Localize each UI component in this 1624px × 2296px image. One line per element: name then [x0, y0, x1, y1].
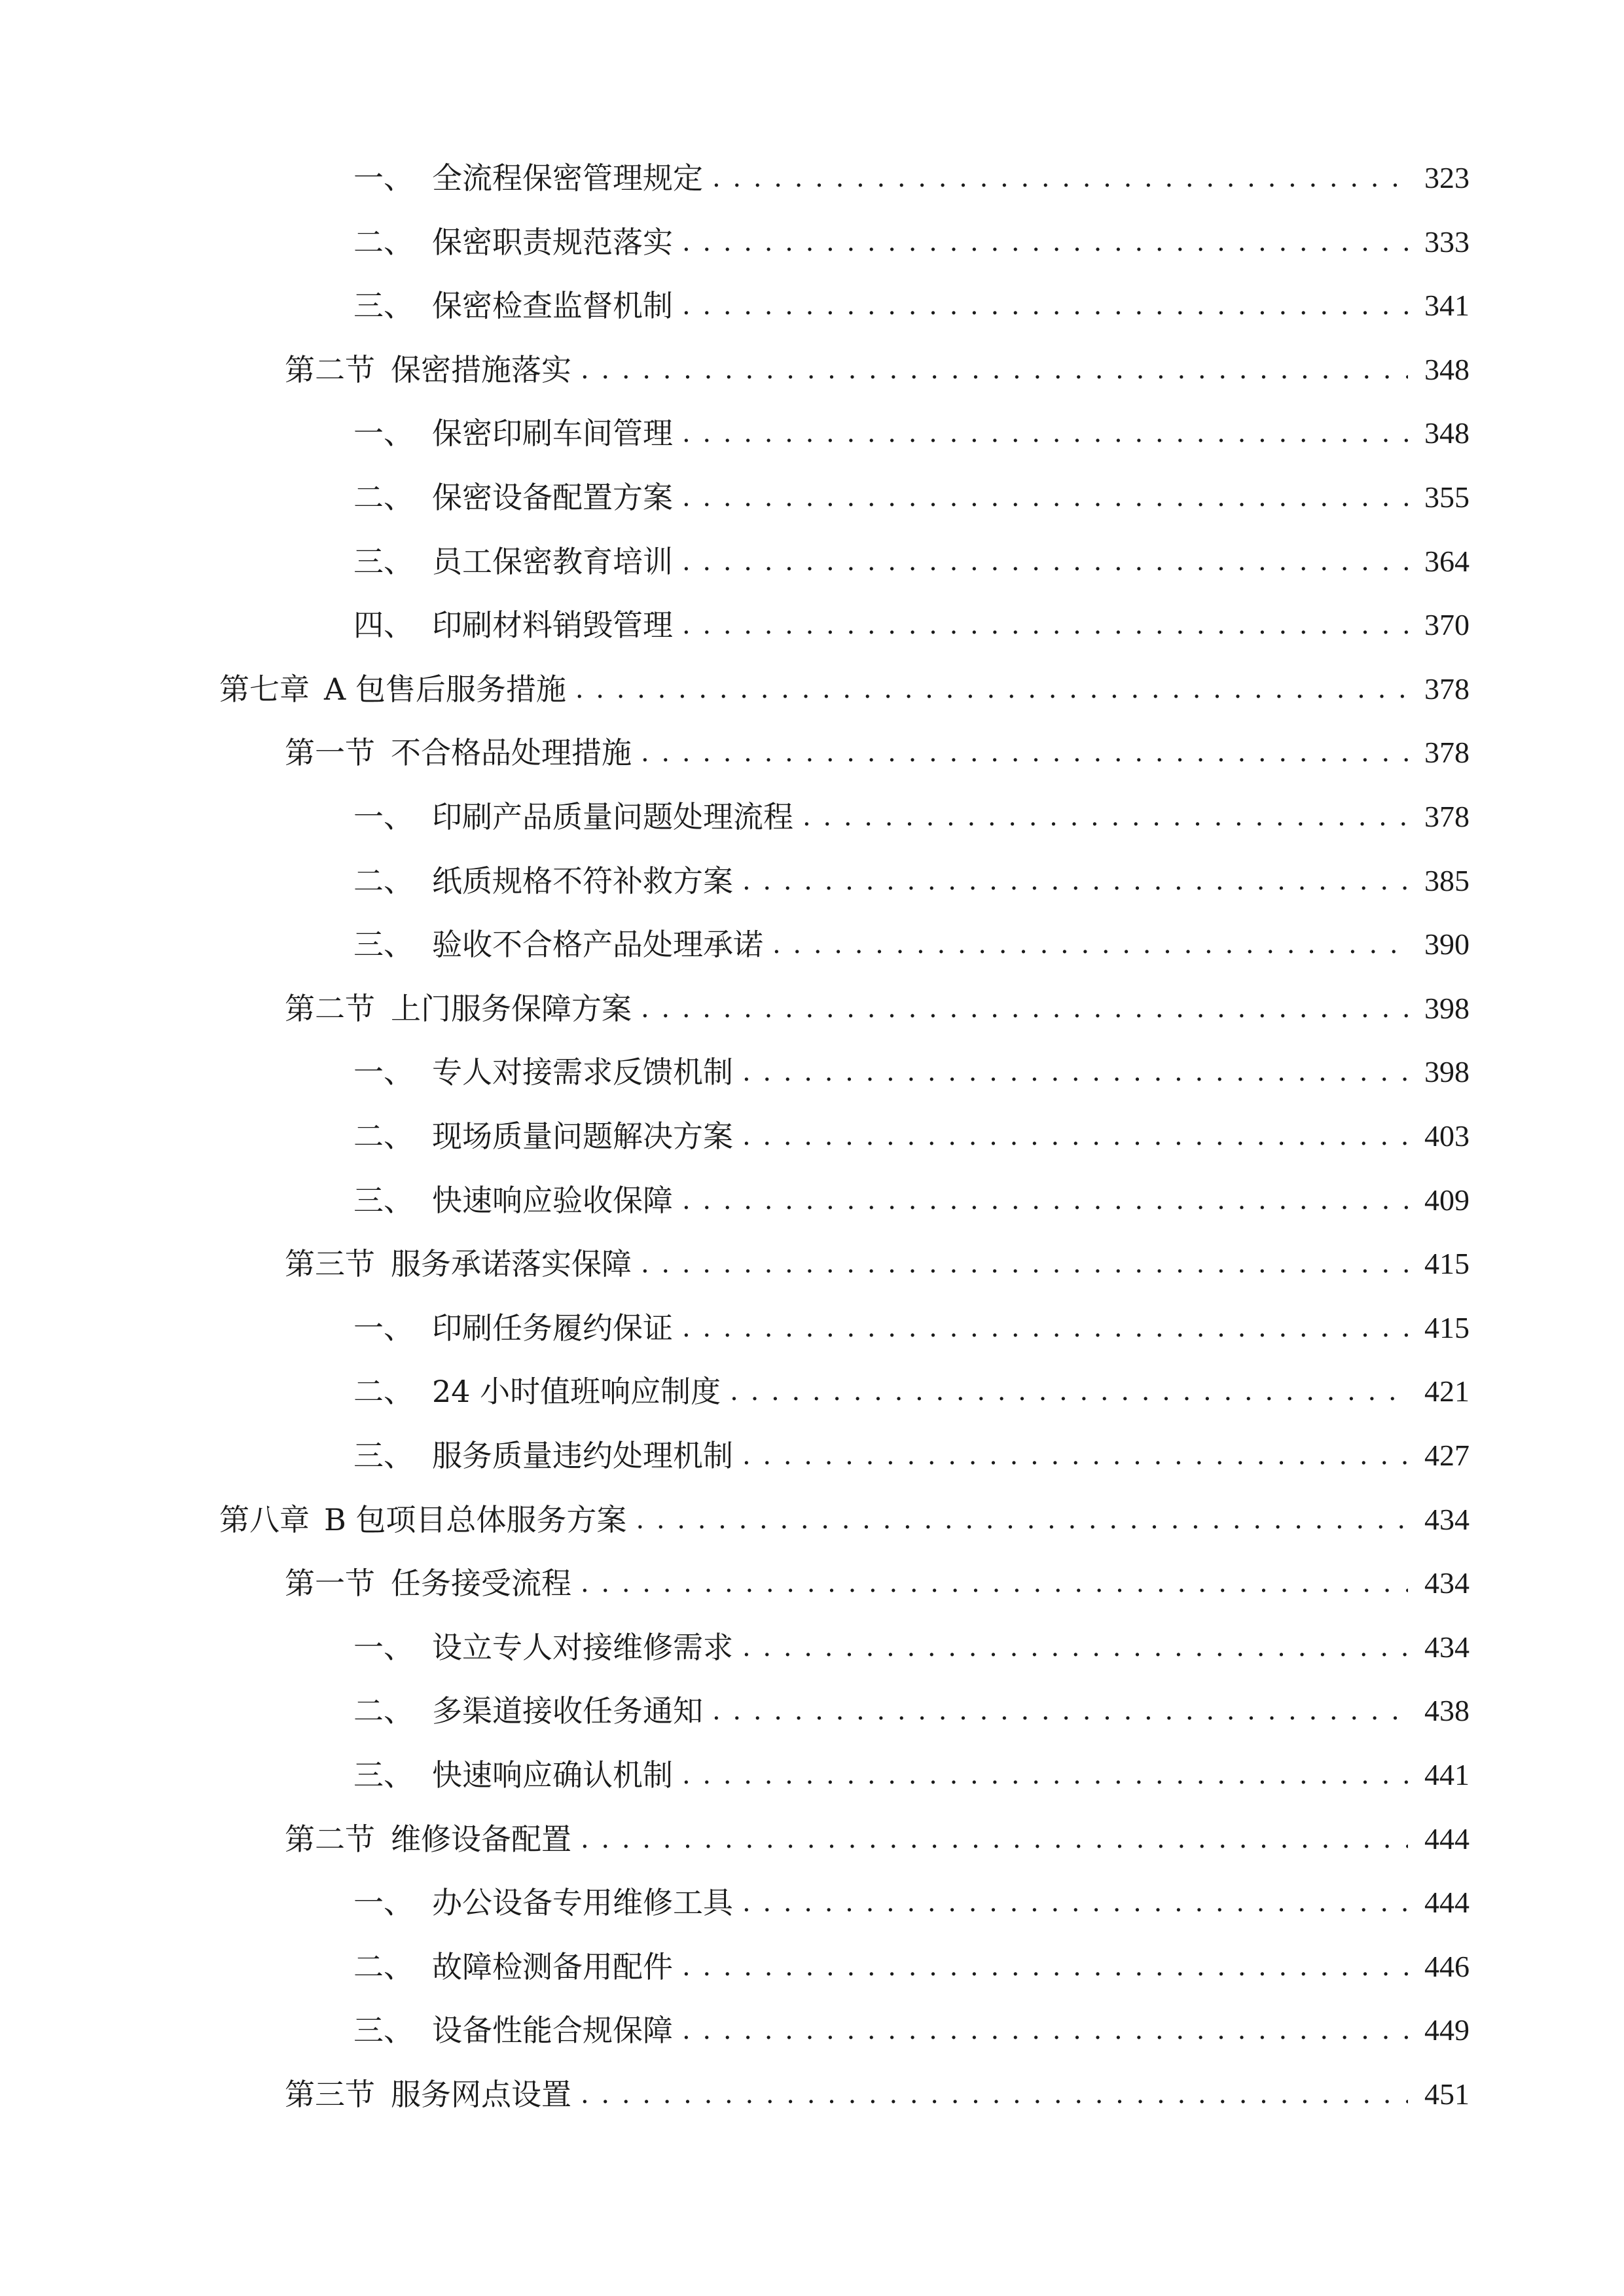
toc-entry-title: 任务接受流程 — [391, 1566, 571, 1601]
toc-entry-title: 纸质规格不符补救方案 — [432, 863, 733, 899]
toc-dot-leader — [803, 791, 1408, 843]
toc-entry-item[interactable] — [353, 1621, 1470, 1674]
toc-dot-leader — [581, 2068, 1408, 2121]
toc-entry-item[interactable] — [353, 1941, 1470, 1993]
toc-dot-leader — [581, 344, 1408, 396]
toc-entry-item[interactable] — [353, 1110, 1470, 1162]
toc-entry-title: 服务承诺落实保障 — [391, 1246, 632, 1282]
toc-dot-leader — [742, 1429, 1408, 1482]
toc-page-number: 449 — [1424, 2013, 1470, 2047]
toc-entry-number: 二、 — [353, 1374, 414, 1409]
toc-entry-number: 第二节 — [285, 991, 375, 1026]
toc-entry-number: 一、 — [353, 1310, 414, 1346]
toc-entry-title: 服务质量违约处理机制 — [432, 1438, 733, 1473]
toc-entry-number: 一、 — [353, 1885, 414, 1920]
toc-entry-title: 多渠道接收任务通知 — [432, 1693, 703, 1729]
toc-entry-item[interactable] — [353, 216, 1470, 268]
toc-entry-item[interactable] — [353, 471, 1470, 524]
toc-entry-number: 第二节 — [285, 1821, 375, 1857]
toc-entry-number: 第八章 — [219, 1502, 310, 1537]
toc-entry-number: 二、 — [353, 224, 414, 260]
toc-entry-number: 一、 — [353, 416, 414, 451]
toc-entry-title: 快速响应确认机制 — [432, 1757, 673, 1793]
toc-entry-item[interactable] — [353, 918, 1470, 971]
toc-entry-section[interactable] — [285, 344, 1470, 396]
toc-dot-leader — [682, 535, 1408, 588]
toc-page-number: 370 — [1424, 608, 1470, 641]
toc-dot-leader — [742, 1876, 1408, 1929]
toc-entry-title: 印刷产品质量问题处理流程 — [432, 799, 793, 834]
toc-entry-number: 三、 — [353, 1757, 414, 1793]
toc-entry-item[interactable] — [353, 1174, 1470, 1227]
toc-entry-number: 一、 — [353, 1630, 414, 1665]
toc-dot-leader — [712, 1685, 1408, 1737]
toc-dot-leader — [682, 2004, 1408, 2056]
toc-dot-leader — [742, 1110, 1408, 1162]
toc-dot-leader — [742, 855, 1408, 907]
toc-entry-number: 二、 — [353, 863, 414, 899]
toc-dot-leader — [682, 407, 1408, 459]
toc-entry-title: 维修设备配置 — [391, 1821, 571, 1857]
toc-dot-leader — [641, 1238, 1408, 1290]
toc-entry-section[interactable] — [285, 982, 1470, 1035]
toc-entry-title: 上门服务保障方案 — [391, 991, 632, 1026]
toc-entry-title: 验收不合格产品处理承诺 — [432, 927, 763, 962]
toc-page-number: 421 — [1424, 1374, 1470, 1408]
toc-entry-number: 三、 — [353, 1183, 414, 1218]
toc-dot-leader — [682, 1174, 1408, 1227]
toc-dot-leader — [636, 1494, 1408, 1546]
toc-entry-number: 第二节 — [285, 352, 375, 387]
toc-entry-title: 印刷材料销毁管理 — [432, 607, 673, 643]
toc-entry-title: 保密印刷车间管理 — [432, 416, 673, 451]
toc-entry-title: 全流程保密管理规定 — [432, 160, 703, 196]
toc-entry-number: 第一节 — [285, 735, 375, 770]
toc-entry-item[interactable] — [353, 1046, 1470, 1098]
toc-entry-item[interactable] — [353, 279, 1470, 332]
toc-page-number: 409 — [1424, 1183, 1470, 1217]
toc-entry-number: 二、 — [353, 1949, 414, 1984]
toc-entry-title: 不合格品处理措施 — [391, 735, 632, 770]
toc-dot-leader — [682, 1749, 1408, 1801]
toc-dot-leader — [742, 1046, 1408, 1098]
toc-dot-leader — [682, 1302, 1408, 1354]
toc-page-number: 385 — [1424, 864, 1470, 897]
toc-page-number: 441 — [1424, 1758, 1470, 1791]
toc-dot-leader — [682, 599, 1408, 651]
toc-page-number: 434 — [1424, 1630, 1470, 1664]
toc-page-number: 415 — [1424, 1311, 1470, 1344]
toc-page-number: 403 — [1424, 1119, 1470, 1153]
toc-entry-title: 印刷任务履约保证 — [432, 1310, 673, 1346]
toc-entry-number: 三、 — [353, 2013, 414, 2048]
toc-page-number: 348 — [1424, 416, 1470, 450]
toc-entry-number: 第七章 — [219, 672, 310, 707]
toc-entry-number: 三、 — [353, 288, 414, 323]
toc-dot-leader — [772, 918, 1408, 971]
toc-entry-section[interactable] — [285, 1557, 1470, 1609]
toc-page-number: 341 — [1424, 289, 1470, 322]
toc-dot-leader — [682, 471, 1408, 524]
toc-entry-number: 第三节 — [285, 2077, 375, 2112]
toc-entry-item[interactable] — [353, 1302, 1470, 1354]
toc-dot-leader — [575, 663, 1408, 715]
toc-entry-item[interactable] — [353, 791, 1470, 843]
toc-entry-section[interactable] — [285, 2068, 1470, 2121]
toc-dot-leader — [742, 1621, 1408, 1674]
toc-entry-item[interactable] — [353, 1876, 1470, 1929]
toc-page-number: 446 — [1424, 1950, 1470, 1983]
toc-entry-chapter[interactable] — [219, 1494, 1470, 1546]
toc-entry-item[interactable] — [353, 1429, 1470, 1482]
toc-entry-number: 一、 — [353, 1054, 414, 1090]
toc-entry-title: 现场质量问题解决方案 — [432, 1119, 733, 1154]
toc-entry-item[interactable] — [353, 535, 1470, 588]
toc-entry-item[interactable] — [353, 2004, 1470, 2056]
toc-entry-title: 办公设备专用维修工具 — [432, 1885, 733, 1920]
toc-page-number: 378 — [1424, 736, 1470, 769]
toc-entry-number: 一、 — [353, 799, 414, 834]
toc-page-number: 415 — [1424, 1247, 1470, 1280]
toc-page-number: 355 — [1424, 480, 1470, 514]
toc-dot-leader — [682, 1941, 1408, 1993]
toc-entry-title: 24 小时值班响应制度 — [432, 1374, 721, 1409]
toc-entry-item[interactable] — [353, 1685, 1470, 1737]
toc-page-number: 444 — [1424, 1886, 1470, 1919]
toc-dot-leader — [730, 1365, 1408, 1418]
toc-page-number: 444 — [1424, 1822, 1470, 1856]
toc-page-number: 323 — [1424, 161, 1470, 194]
toc-entry-item[interactable] — [353, 599, 1470, 651]
toc-dot-leader — [682, 279, 1408, 332]
toc-page-number: 333 — [1424, 225, 1470, 259]
toc-dot-leader — [641, 982, 1408, 1035]
toc-entry-title: 保密措施落实 — [391, 352, 571, 387]
toc-entry-title: 故障检测备用配件 — [432, 1949, 673, 1984]
toc-page-number: 390 — [1424, 927, 1470, 961]
toc-entry-number: 三、 — [353, 927, 414, 962]
toc-entry-number: 二、 — [353, 480, 414, 515]
toc-entry-section[interactable] — [285, 1238, 1470, 1290]
toc-entry-item[interactable] — [353, 1749, 1470, 1801]
toc-entry-number: 二、 — [353, 1693, 414, 1729]
toc-entry-title: A 包售后服务措施 — [324, 672, 566, 707]
toc-dot-leader — [682, 216, 1408, 268]
toc-page-number: 348 — [1424, 353, 1470, 386]
toc-entry-title: 设立专人对接维修需求 — [432, 1630, 733, 1665]
toc-dot-leader — [581, 1813, 1408, 1865]
toc-entry-item[interactable] — [353, 152, 1470, 204]
toc-entry-section[interactable] — [285, 726, 1470, 779]
toc-dot-leader — [712, 152, 1408, 204]
toc-dot-leader — [641, 726, 1408, 779]
toc-entry-title: 快速响应验收保障 — [432, 1183, 673, 1218]
toc-entry-title: 保密设备配置方案 — [432, 480, 673, 515]
toc-page-number: 451 — [1424, 2077, 1470, 2111]
toc-page-number: 438 — [1424, 1694, 1470, 1727]
toc-entry-number: 一、 — [353, 160, 414, 196]
toc-entry-item[interactable] — [353, 1365, 1470, 1418]
toc-entry-chapter[interactable] — [219, 663, 1470, 715]
toc-entry-number: 第一节 — [285, 1566, 375, 1601]
toc-page-number: 378 — [1424, 672, 1470, 706]
toc-page-number: 427 — [1424, 1439, 1470, 1472]
toc-entry-section[interactable] — [285, 1813, 1470, 1865]
toc-entry-title: 保密职责规范落实 — [432, 224, 673, 260]
toc-entry-title: 员工保密教育培训 — [432, 544, 673, 579]
toc-page-number: 398 — [1424, 992, 1470, 1025]
toc-page-number: 398 — [1424, 1055, 1470, 1088]
toc-page-number: 378 — [1424, 800, 1470, 833]
toc-entry-title: 专人对接需求反馈机制 — [432, 1054, 733, 1090]
toc-entry-title: 服务网点设置 — [391, 2077, 571, 2112]
toc-entry-number: 第三节 — [285, 1246, 375, 1282]
toc-entry-title: 保密检查监督机制 — [432, 288, 673, 323]
toc-page-number: 434 — [1424, 1566, 1470, 1600]
toc-entry-number: 二、 — [353, 1119, 414, 1154]
toc-entry-item[interactable] — [353, 407, 1470, 459]
toc-entry-title: 设备性能合规保障 — [432, 2013, 673, 2048]
toc-page-number: 434 — [1424, 1503, 1470, 1536]
toc-dot-leader — [581, 1557, 1408, 1609]
toc-page-number: 364 — [1424, 545, 1470, 578]
toc-entry-number: 三、 — [353, 544, 414, 579]
toc-entry-number: 三、 — [353, 1438, 414, 1473]
toc-entry-item[interactable] — [353, 855, 1470, 907]
toc-entry-number: 四、 — [353, 607, 414, 643]
toc-entry-title: B 包项目总体服务方案 — [324, 1502, 627, 1537]
